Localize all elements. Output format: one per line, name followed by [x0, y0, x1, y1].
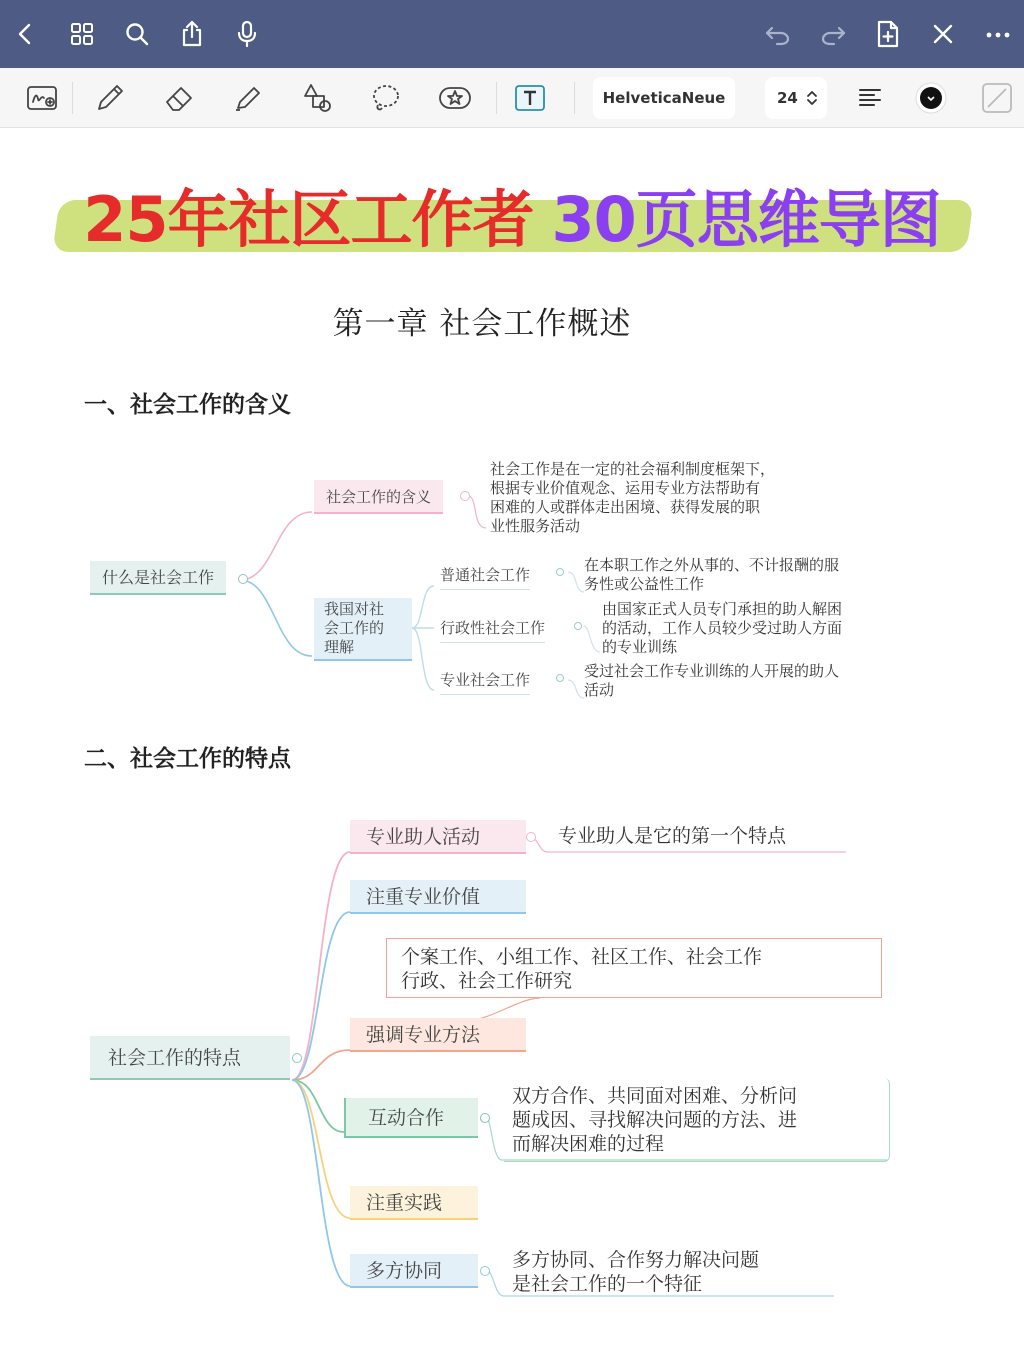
highlighter-icon[interactable] [230, 80, 266, 116]
text-line: 而解决困难的过程 [512, 1133, 665, 1155]
text-align-icon[interactable] [852, 80, 888, 116]
text-line: 是社会工作的一个特征 [512, 1273, 703, 1295]
text-line: 困难的人或群体走出困境、获得发展的职 [490, 498, 761, 516]
lasso-icon[interactable] [368, 80, 404, 116]
text-line: 理解 [324, 638, 355, 656]
eraser-icon[interactable] [161, 80, 197, 116]
toolbar-divider [574, 82, 575, 114]
back-icon[interactable] [10, 18, 42, 50]
feature-practice: 注重实践 [350, 1186, 478, 1220]
text-line: 的活动，工作人员较少受过助人方面 [602, 619, 843, 637]
text-line: 题成因、寻找解决问题的方法、进 [512, 1109, 798, 1131]
collapse-toggle[interactable] [292, 1053, 302, 1063]
chevron-up-down-icon [805, 90, 819, 106]
search-icon[interactable] [121, 18, 153, 50]
font-family-select[interactable]: HelveticaNeue [593, 77, 735, 119]
pen-icon[interactable] [92, 80, 128, 116]
feature-professional-methods: 强调专业方法 [350, 1018, 526, 1052]
item-professional-social-work: 专业社会工作 [440, 669, 530, 695]
feature-methods-description [386, 938, 882, 998]
chapter-heading: 第一章 社会工作概述 [332, 306, 632, 342]
text-line: 根据专业价值观念、运用专业方法帮助有 [490, 479, 761, 497]
text-line: 活动 [584, 681, 615, 699]
feature-multi-party-description [512, 1248, 842, 1296]
redo-icon[interactable] [817, 18, 849, 50]
text-line: 行政、社会工作研究 [401, 970, 573, 992]
text-tool-icon[interactable] [512, 80, 548, 116]
text-line: 个案工作、小组工作、社区工作、社会工作 [401, 946, 763, 968]
text-line: 务性或公益性工作 [584, 575, 705, 593]
shapes-icon[interactable] [299, 80, 335, 116]
background-fill-icon[interactable] [979, 80, 1015, 116]
collapse-toggle[interactable] [480, 1113, 490, 1123]
section-heading-meaning: 一、社会工作的含义 [84, 392, 291, 418]
feature-professional-values: 注重专业价值 [350, 880, 526, 914]
collapse-toggle[interactable] [460, 491, 470, 501]
close-icon[interactable] [927, 18, 959, 50]
mindmap-root-features: 社会工作的特点 [90, 1036, 290, 1080]
toolbar-divider [72, 82, 73, 114]
text-line: 会工作的 [324, 619, 385, 637]
undo-icon[interactable] [762, 18, 794, 50]
branch-meaning: 社会工作的含义 [314, 480, 443, 514]
handwriting-conversion-icon[interactable] [24, 80, 60, 116]
feature-interactive-cooperation-description [504, 1078, 890, 1162]
section-heading-features: 二、社会工作的特点 [84, 746, 291, 772]
page-title [0, 170, 1024, 259]
text-line: 的专业训练 [602, 638, 678, 656]
text-line: 受过社会工作专业训练的人开展的助人 [584, 662, 840, 680]
item-administrative-social-work: 行政性社会工作 [440, 617, 545, 643]
add-page-icon[interactable] [872, 18, 904, 50]
text-line: 由国家正式人员专门承担的助人解困 [602, 600, 843, 618]
share-icon[interactable] [176, 18, 208, 50]
collapse-toggle[interactable] [526, 832, 536, 842]
professional-social-work-description [584, 662, 904, 700]
toolbar-divider [496, 82, 497, 114]
feature-interactive-cooperation: 互动合作 [344, 1098, 478, 1138]
feature-professional-helping-description: 专业助人是它的第一个特点 [558, 825, 787, 847]
app-bar [0, 0, 1024, 68]
sticker-icon[interactable] [437, 80, 473, 116]
feature-multi-party-collaboration: 多方协同 [350, 1254, 478, 1288]
collapse-toggle[interactable] [556, 674, 564, 682]
text-line: 在本职工作之外从事的、不计报酬的服 [584, 556, 840, 574]
text-line: 我国对社 [324, 600, 385, 618]
meaning-description [490, 460, 830, 536]
drawing-toolbar [0, 68, 1024, 128]
collapse-toggle[interactable] [556, 568, 564, 576]
font-size-value: 24 [777, 89, 798, 107]
administrative-social-work-description [602, 600, 902, 657]
title-part-2: 30页思维导图 [551, 183, 941, 256]
title-part-1: 25年社区工作者 [83, 183, 534, 256]
text-line: 双方合作、共同面对困难、分析问 [512, 1085, 798, 1107]
collapse-toggle[interactable] [480, 1266, 490, 1276]
font-size-stepper[interactable] [765, 77, 827, 119]
grid-icon[interactable] [66, 18, 98, 50]
mindmap-root-what-is-social-work: 什么是社会工作 [90, 561, 226, 595]
microphone-icon[interactable] [231, 18, 263, 50]
branch-china-understanding [314, 598, 412, 661]
text-line: 多方协同、合作努力解决问题 [512, 1249, 760, 1271]
text-line: 业性服务活动 [490, 517, 581, 535]
text-line: 社会工作是在一定的社会福利制度框架下， [490, 460, 776, 478]
item-ordinary-social-work: 普通社会工作 [440, 564, 530, 590]
ordinary-social-work-description [584, 556, 904, 594]
feature-professional-helping: 专业助人活动 [350, 820, 526, 854]
collapse-toggle[interactable] [574, 622, 582, 630]
color-picker-icon[interactable] [913, 80, 949, 116]
collapse-toggle[interactable] [238, 574, 248, 584]
more-icon[interactable] [982, 18, 1014, 50]
